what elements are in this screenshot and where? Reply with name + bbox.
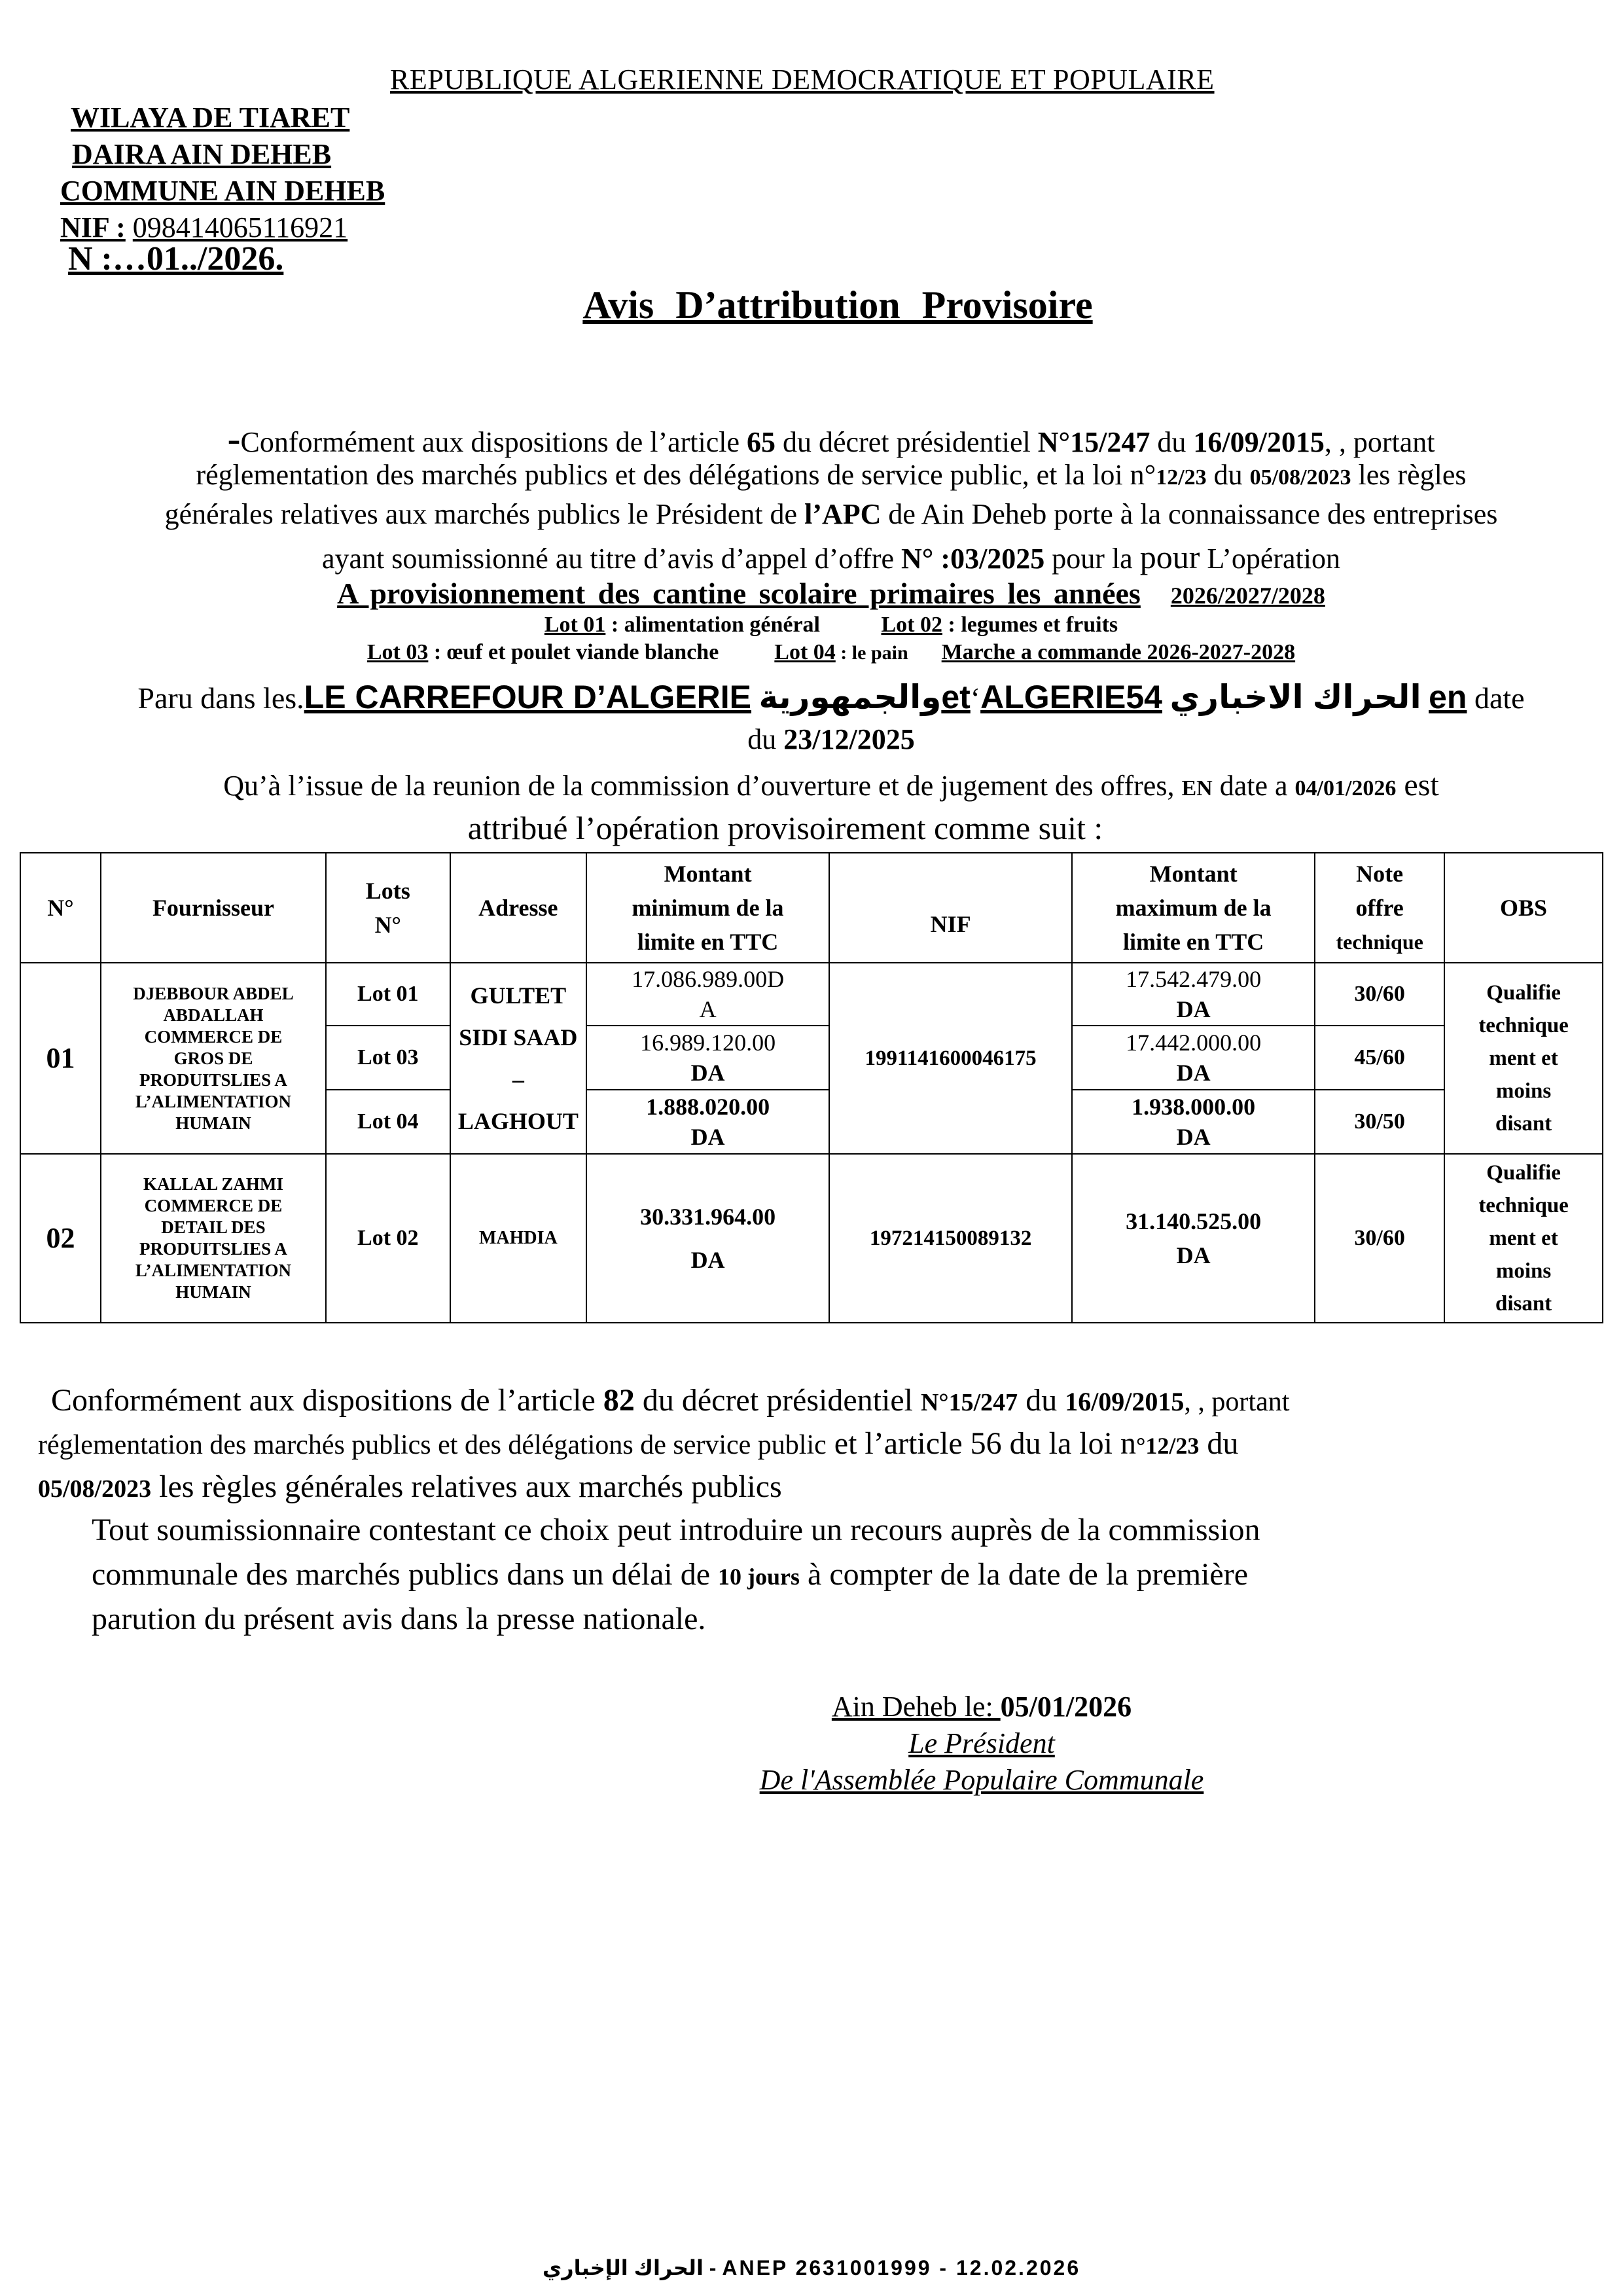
row2-number: 02: [20, 1154, 101, 1323]
administration-block: [60, 99, 385, 246]
row1-lot-04: Lot 04: [326, 1090, 450, 1154]
row1-lot-01: Lot 01: [326, 963, 450, 1026]
document-title: Avis D’attribution Provisoire: [582, 283, 1093, 327]
row2-obs: Qualifie technique ment et moins disant: [1444, 1154, 1603, 1323]
row1-fournisseur: DJEBBOUR ABDEL ABDALLAH COMMERCE DE GROS DE PRODUITSLIES A L’ALIMENTATION HUMAIN: [101, 963, 326, 1154]
row1-number: 01: [20, 963, 101, 1154]
lots-line-2: Lot 03 : œuf et poulet viande blanche Lot 04 : le pain Marche a commande 2026-2027-2028: [366, 640, 1296, 664]
row1-lot04-note: 30/50: [1315, 1090, 1444, 1154]
row1-lot03-min: 16.989.120.00 DA: [586, 1026, 829, 1090]
operation-title-line: A provisionnement des cantine scolaire primaires les années 2026/2027/2028: [337, 577, 1325, 610]
nif-label: NIF :: [60, 211, 126, 243]
republique-header: REPUBLIQUE ALGERIENNE DEMOCRATIQUE ET POPULAIRE: [390, 63, 1215, 96]
row2-min: 30.331.964.00 DA: [586, 1154, 829, 1323]
document-number: N :…01../2026.: [68, 240, 284, 278]
attribution-table: [20, 852, 1603, 1323]
article82-line-2: réglementation des marchés publics et des délégations de service public et l’article 56 du la loi n°12/23 du: [38, 1426, 1239, 1461]
article82-line-3: 05/08/2023 les règles générales relatives aux marchés publics: [38, 1469, 782, 1504]
header-nif: NIF: [829, 853, 1072, 963]
row2-fournisseur: KALLAL ZAHMI COMMERCE DE DETAIL DES PRODUITSLIES A L’ALIMENTATION HUMAIN: [101, 1154, 326, 1323]
signature-role: Le Président: [908, 1727, 1055, 1759]
row2-max: 31.140.525.00 DA: [1072, 1154, 1315, 1323]
header-fournisseur: Fournisseur: [101, 853, 326, 963]
intro-line-3: générales relatives aux marchés publics le Président de l’APC de Ain Deheb porte à la connaissance des entreprises: [164, 498, 1498, 530]
row1-lot03-max: 17.442.000.00 DA: [1072, 1026, 1315, 1090]
article82-line-1: Conformément aux dispositions de l’article 82 du décret présidentiel N°15/247 du 16/09/2015, , portant: [51, 1383, 1290, 1418]
table-row: [20, 1154, 1603, 1323]
issue-line-1: Qu’à l’issue de la reunion de la commission d’ouverture et de jugement des offres, EN date a 04/01/2026 est: [223, 768, 1439, 802]
anep-footer: الحراك الإخباري - ANEP 2631001999 - 12.02.2026: [542, 2256, 1081, 2280]
row2-note: 30/60: [1315, 1154, 1444, 1323]
signature-organisation: De l'Assemblée Populaire Communale: [759, 1764, 1204, 1796]
row1-adresse: GULTET SIDI SAAD –LAGHOUT: [450, 963, 586, 1154]
header-lots: Lots N°: [326, 853, 450, 963]
paru-date-line: du 23/12/2025: [747, 723, 915, 755]
wilaya-line: WILAYA DE TIARET: [71, 101, 350, 134]
issue-line-2: attribué l’opération provisoirement comme suit :: [467, 810, 1103, 846]
header-adresse: Adresse: [450, 853, 586, 963]
commune-line: COMMUNE AIN DEHEB: [60, 175, 385, 207]
daira-line: DAIRA AIN DEHEB: [72, 138, 332, 170]
signature-place-date: Ain Deheb le: 05/01/2026: [831, 1691, 1132, 1723]
intro-line-2: réglementation des marchés publics et des délégations de service public, et la loi n°12/23 du 05/08/2023 les règles: [196, 459, 1467, 491]
header-n: N°: [20, 853, 101, 963]
recours-line-1: Tout soumissionnaire contestant ce choix peut introduire un recours auprès de la commission: [92, 1513, 1260, 1547]
header-note: Note offre technique: [1315, 853, 1444, 963]
recours-line-2: communale des marchés publics dans un délai de 10 jours à compter de la date de la première: [92, 1557, 1249, 1592]
paru-line: Paru dans les.LE CARREFOUR D’ALGERIE والجمهوريةet‘ALGERIE54 الحراك الاخباري en date: [137, 679, 1525, 715]
row2-nif: 197214150089132: [829, 1154, 1072, 1323]
header-montant-max: Montant maximum de la limite en TTC: [1072, 853, 1315, 963]
row1-obs: Qualifie technique ment et moins disant: [1444, 963, 1603, 1154]
signature-block: [720, 1689, 1243, 1799]
row1-lot04-min: 1.888.020.00 DA: [586, 1090, 829, 1154]
intro-line-1: -Conformément aux dispositions de l’article 65 du décret présidentiel N°15/247 du 16/09/2015, , portant: [227, 417, 1435, 460]
nif-value: 098414065116921: [132, 211, 348, 243]
row2-adresse: MAHDIA: [450, 1154, 586, 1323]
row1-lot03-note: 45/60: [1315, 1026, 1444, 1090]
row1-lot-03: Lot 03: [326, 1026, 450, 1090]
lots-line-1: Lot 01 : alimentation général Lot 02 : legumes et fruits: [544, 613, 1118, 637]
row2-lot: Lot 02: [326, 1154, 450, 1323]
row1-nif: 1991141600046175: [829, 963, 1072, 1154]
table-header-row: [20, 853, 1603, 963]
header-montant-min: Montant minimum de la limite en TTC: [586, 853, 829, 963]
recours-line-3: parution du présent avis dans la presse nationale.: [92, 1602, 706, 1636]
row1-lot01-min: 17.086.989.00D A: [586, 963, 829, 1026]
row1-lot01-max: 17.542.479.00 DA: [1072, 963, 1315, 1026]
row1-lot01-note: 30/60: [1315, 963, 1444, 1026]
table-row: [20, 963, 1603, 1026]
intro-line-4: ayant soumissionné au titre d’avis d’appel d’offre N° :03/2025 pour la pour L’opération: [321, 539, 1341, 575]
header-obs: OBS: [1444, 853, 1603, 963]
row1-lot04-max: 1.938.000.00 DA: [1072, 1090, 1315, 1154]
